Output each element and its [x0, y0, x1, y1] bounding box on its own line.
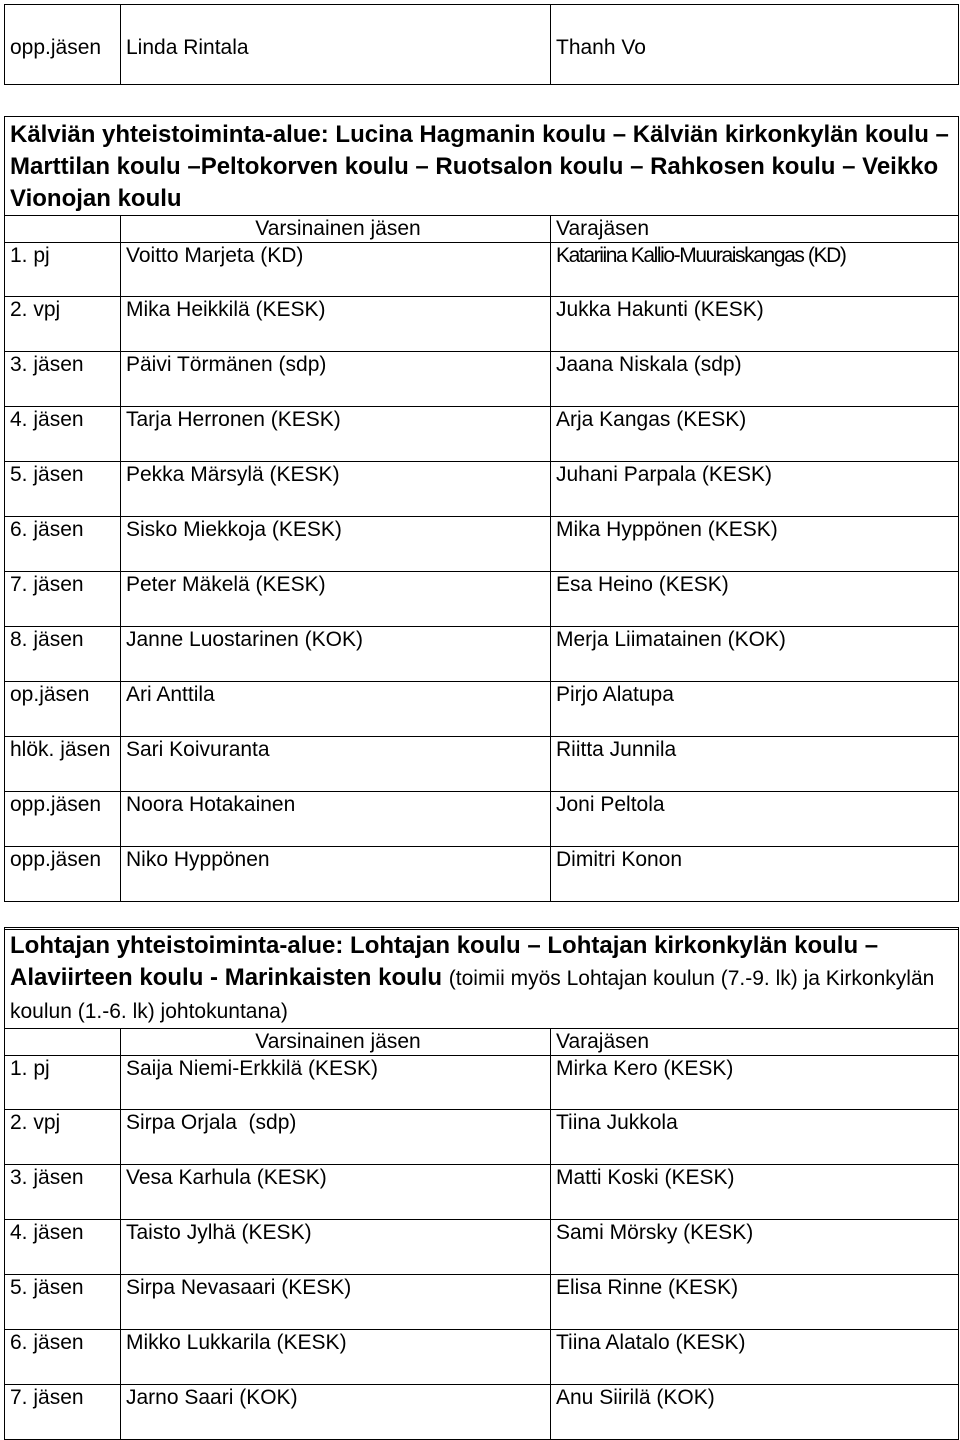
member-row: [5, 737, 959, 792]
role-cell: 1. pj: [5, 243, 121, 297]
role-cell: 7. jäsen: [5, 572, 121, 627]
deputy-member-cell: Sami Mörsky (KESK): [551, 1220, 959, 1275]
primary-member-cell: Janne Luostarinen (KOK): [121, 627, 551, 682]
primary-member-cell: Tarja Herronen (KESK): [121, 407, 551, 462]
role-header: [5, 216, 121, 243]
section-title: Kälviän yhteistoiminta-alue: Lucina Hagmanin koulu – Kälviän kirkonkylän koulu – Marttilan koulu –Peltokorven koulu – Ruotsalon koulu – Rahkosen koulu – Veikko Vionojan koulu: [5, 117, 959, 216]
section-title-main: Lohtajan yhteistoiminta-alue: Lohtajan koulu – Lohtajan kirkonkylän koulu – Alaviirteen koulu - Marinkaisten koulu: [10, 932, 879, 991]
role-cell: 5. jäsen: [5, 462, 121, 517]
deputy-member-cell: Mika Hyppönen (KESK): [551, 517, 959, 572]
primary-member-cell: Mika Heikkilä (KESK): [121, 297, 551, 352]
role-cell: 4. jäsen: [5, 1220, 121, 1275]
deputy-member-header: Varajäsen: [551, 216, 959, 243]
primary-member-cell: Pekka Märsylä (KESK): [121, 462, 551, 517]
top-members-table: [4, 4, 959, 85]
member-row: [5, 352, 959, 407]
primary-member-cell: Mikko Lukkarila (KESK): [121, 1330, 551, 1385]
column-header-row: [5, 216, 959, 243]
role-cell: 3. jäsen: [5, 1165, 121, 1220]
primary-member-cell: Päivi Törmänen (sdp): [121, 352, 551, 407]
primary-member-cell: Ari Anttila: [121, 682, 551, 737]
primary-member-cell: Noora Hotakainen: [121, 792, 551, 847]
primary-member-header: Varsinainen jäsen: [121, 1029, 551, 1056]
section-heading-row: [5, 117, 959, 216]
section-title: [5, 928, 959, 1029]
deputy-member-cell: Jaana Niskala (sdp): [551, 352, 959, 407]
role-cell: 1. pj: [5, 1056, 121, 1110]
member-row: [5, 243, 959, 297]
deputy-member-cell: Elisa Rinne (KESK): [551, 1275, 959, 1330]
member-row: [5, 462, 959, 517]
role-cell: 4. jäsen: [5, 407, 121, 462]
member-row: [5, 627, 959, 682]
member-row: [5, 407, 959, 462]
role-cell: 6. jäsen: [5, 517, 121, 572]
member-row: [5, 1330, 959, 1385]
primary-member-cell: Peter Mäkelä (KESK): [121, 572, 551, 627]
member-row: [5, 1165, 959, 1220]
role-cell: 7. jäsen: [5, 1385, 121, 1440]
deputy-member-cell: Merja Liimatainen (KOK): [551, 627, 959, 682]
member-row: [5, 847, 959, 902]
primary-member-cell: Vesa Karhula (KESK): [121, 1165, 551, 1220]
primary-member-cell: Sari Koivuranta: [121, 737, 551, 792]
spacer-row: [5, 902, 959, 930]
member-row: [5, 517, 959, 572]
deputy-member-header: Varajäsen: [551, 1029, 959, 1056]
deputy-member-cell: Anu Siirilä (KOK): [551, 1385, 959, 1440]
section-title-note: (toimii myös Lohtajan koulun (7.-9. lk) ja Kirkonkylän koulun (1.-6. lk) johtokuntana): [10, 967, 935, 1023]
member-row: [5, 1275, 959, 1330]
primary-member-cell: Saija Niemi-Erkkilä (KESK): [121, 1056, 551, 1110]
member-row: [5, 792, 959, 847]
deputy-member-cell: Arja Kangas (KESK): [551, 407, 959, 462]
primary-member-cell: Sirpa Orjala (sdp): [121, 1110, 551, 1165]
deputy-member-cell: Dimitri Konon: [551, 847, 959, 902]
member-row: [5, 1220, 959, 1275]
deputy-member-cell: Thanh Vo: [551, 5, 959, 85]
role-cell: op.jäsen: [5, 682, 121, 737]
primary-member-cell: Niko Hyppönen: [121, 847, 551, 902]
member-row: [5, 682, 959, 737]
member-row: [5, 297, 959, 352]
deputy-member-cell: Mirka Kero (KESK): [551, 1056, 959, 1110]
section-spacer: [5, 902, 959, 930]
lohtaja-board-table: [4, 927, 959, 1440]
primary-member-cell: Voitto Marjeta (KD): [121, 243, 551, 297]
primary-member-cell: Taisto Jylhä (KESK): [121, 1220, 551, 1275]
deputy-member-cell: Katariina Kallio-Muuraiskangas (KD): [551, 243, 959, 297]
primary-member-header: Varsinainen jäsen: [121, 216, 551, 243]
role-cell: 5. jäsen: [5, 1275, 121, 1330]
member-row: [5, 1056, 959, 1110]
member-row: [5, 572, 959, 627]
role-cell: opp.jäsen: [5, 5, 121, 85]
deputy-member-cell: Jukka Hakunti (KESK): [551, 297, 959, 352]
role-cell: opp.jäsen: [5, 847, 121, 902]
primary-member-cell: Jarno Saari (KOK): [121, 1385, 551, 1440]
primary-member-cell: Linda Rintala: [121, 5, 551, 85]
deputy-member-cell: Pirjo Alatupa: [551, 682, 959, 737]
primary-member-cell: Sisko Miekkoja (KESK): [121, 517, 551, 572]
deputy-member-cell: Esa Heino (KESK): [551, 572, 959, 627]
role-header: [5, 1029, 121, 1056]
member-row: [5, 1110, 959, 1165]
member-row: [5, 5, 959, 85]
section-heading-row: [5, 928, 959, 1029]
deputy-member-cell: Tiina Jukkola: [551, 1110, 959, 1165]
column-header-row: [5, 1029, 959, 1056]
role-cell: 6. jäsen: [5, 1330, 121, 1385]
primary-member-cell: Sirpa Nevasaari (KESK): [121, 1275, 551, 1330]
deputy-member-cell: Tiina Alatalo (KESK): [551, 1330, 959, 1385]
deputy-member-cell: Riitta Junnila: [551, 737, 959, 792]
role-cell: hlök. jäsen: [5, 737, 121, 792]
role-cell: 2. vpj: [5, 297, 121, 352]
member-row: [5, 1385, 959, 1440]
role-cell: 3. jäsen: [5, 352, 121, 407]
deputy-member-cell: Joni Peltola: [551, 792, 959, 847]
role-cell: opp.jäsen: [5, 792, 121, 847]
kalvia-board-table: [4, 116, 959, 930]
role-cell: 2. vpj: [5, 1110, 121, 1165]
deputy-member-cell: Juhani Parpala (KESK): [551, 462, 959, 517]
deputy-member-cell: Matti Koski (KESK): [551, 1165, 959, 1220]
role-cell: 8. jäsen: [5, 627, 121, 682]
